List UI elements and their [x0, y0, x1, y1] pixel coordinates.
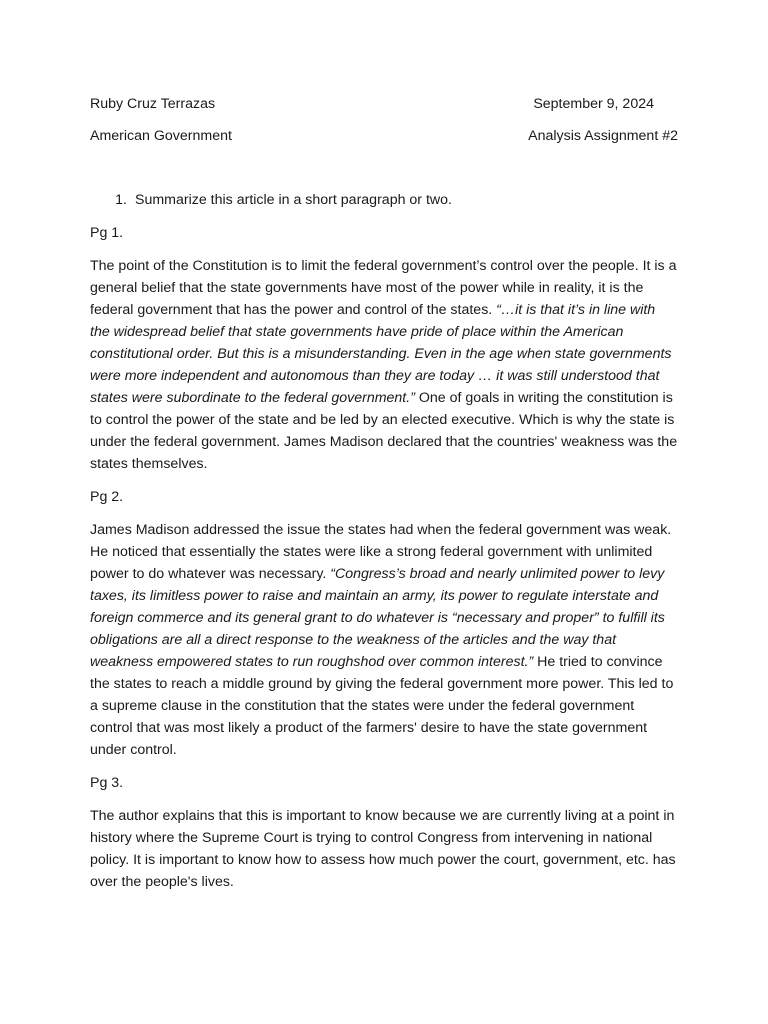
section-label-pg3: Pg 3.: [90, 775, 124, 791]
assignment-title: Analysis Assignment #2: [528, 128, 678, 144]
header-row-2: [90, 125, 678, 147]
section-label-pg1: Pg 1.: [90, 225, 124, 241]
question-number: 1.: [115, 192, 127, 208]
paragraph-text: The point of the Constitution is to limit the federal government’s control over the people. It is a general belief that the state governments have most of the power while in reality, it is the federal government that has the power and control of the states.: [90, 258, 677, 318]
paragraph-text: He tried to convince the states to reach a middle ground by giving the federal government more power. This led to a supreme clause in the constitution that the states were under the federal government control that was most likely a product of the farmers' desire to have the state government under control.: [90, 654, 674, 758]
question-text: Summarize this article in a short paragraph or two.: [135, 192, 452, 208]
assignment-date: September 9, 2024: [533, 96, 654, 112]
section-paragraph-pg1: [90, 255, 678, 475]
student-name: Ruby Cruz Terrazas: [90, 96, 216, 112]
header-row-1: [90, 93, 678, 115]
question-item: [90, 189, 678, 211]
quotation-text: “…it is that it’s in line with the widespread belief that state governments have pride of place within the American constitutional order. But this is a misunderstanding. Even in the age when state governments were more independent and autonomous than they are today … it was still understood that states were subordinate to the federal government.”: [90, 302, 672, 406]
quotation-text: “Congress’s broad and nearly unlimited power to levy taxes, its limitless power to raise and maintain an army, its power to regulate interstate and foreign commerce and its general grant to do whatever is “necessary and proper” to fulfill its obligations are all a direct response to the weakness of the articles and the way that weakness empowered states to run roughshod over common interest.”: [90, 566, 665, 670]
course-name: American Government: [90, 128, 232, 144]
section-label-pg2: Pg 2.: [90, 489, 124, 505]
paragraph-text: One of goals in writing the constitution is to control the power of the state and be led by an elected executive. Which is why the state is under the federal government. James Madison declared that the countries' weakness was the states themselves.: [90, 390, 678, 472]
paragraph-text: James Madison addressed the issue the states had when the federal government was weak. He noticed that essentially the states were like a strong federal government with unlimited power to do whatever was necessary.: [90, 522, 672, 582]
section-paragraph-pg3: The author explains that this is important to know because we are currently living at a point in history where the Supreme Court is trying to control Congress from intervening in national policy. It is important to know how to assess how much power the court, government, etc. has over the people's lives.: [90, 808, 676, 890]
section-paragraph-pg2: [90, 519, 678, 761]
document-page: [90, 93, 678, 893]
